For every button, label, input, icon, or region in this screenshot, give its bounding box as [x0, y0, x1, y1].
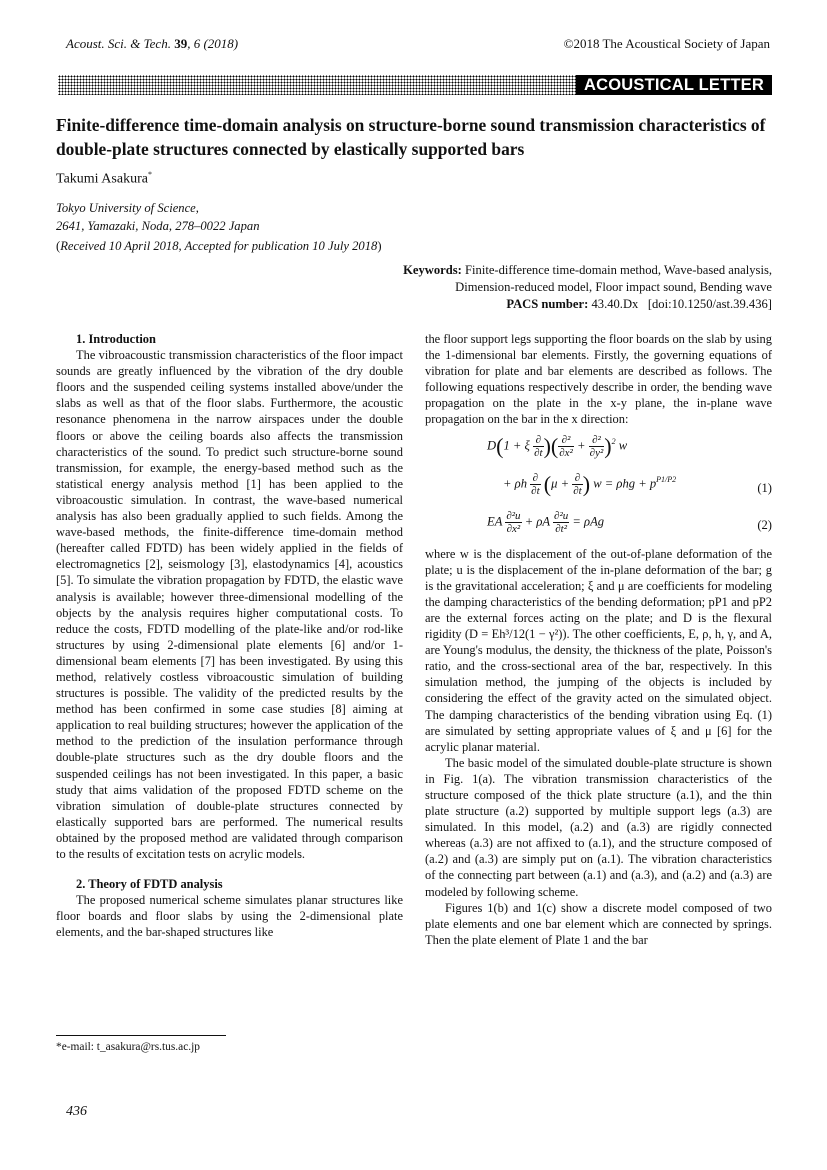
- section-1-paragraph: The vibroacoustic transmission characteristics of the floor impact sounds are greatly influenced by the vibration of the dry double floors and the suspended ceiling systems installed above/under the slabs as well as that of the floor slabs. Furthermore, the acoustic resonance phenomena in the narrow airspaces under the double floors or above the ceiling boards also affects the transmission characteristics of the sound. To predict such structure-borne sound transmission, for example, the energy-based method such as the statistical energy analysis method [1] has been applied to the vibroacoustic simulation. In contrast, the wave-based numerical analysis has also been gradually applied to such fields. Among the wave-based methods, the finite-difference time-domain method (hereafter called FDTD) has been widely applied in the fields of electromagnetics [2], seismology [3], elastodynamics [4], acoustics [5]. To simulate the vibration propagation by FDTD, the elastic wave analysis is available; however three-dimensional modelling of the objects by the analysis requires higher computational costs. To reduce the costs, FDTD modelling of the plate-like and/or rod-like structures by using 2-dimensional plate elements [6] and/or 1-dimensional beam elements [7] has been investigated. By using this method, relatively costless vibroacoustic simulation of building structures is possible. The validity of the predicted results by the method has been confirmed in some case studies [8] aiming at application to real building structures; however the application of the method to the prediction of the insulation performance through double-plate structures such as the dry double floors and the suspended ceilings has not been investigated. In this paper, a basic study that aims validation of the proposed FDTD scheme on the vibration simulation of double-plate structures connected by elastically supported bars are performed. The numerical results obtained by the proposed method are validated through comparison to the results of excitation tests on acrylic models.: [56, 348, 403, 861]
- section-2-paragraph: The proposed numerical scheme simulates planar structures like floor boards and floor slabs by using the 2-dimensional plate elements, and the bar-shaped structures like: [56, 893, 403, 940]
- affiliation-line-1: Tokyo University of Science,: [56, 201, 199, 215]
- keywords-line-2: Dimension-reduced model, Floor impact sound, Bending wave: [455, 280, 772, 294]
- left-column: [56, 331, 403, 940]
- author-name: Takumi Asakura: [56, 171, 148, 187]
- received-text: Received 10 April 2018, Accepted for publication 10 July 2018: [60, 239, 378, 253]
- author-line: [56, 170, 152, 188]
- article-type-banner: [58, 75, 772, 95]
- affiliation-line-2: 2641, Yamazaki, Noda, 278–0022 Japan: [56, 219, 260, 233]
- equation-2: [425, 508, 772, 542]
- journal-citation: [66, 36, 238, 52]
- right-paragraph-3: The basic model of the simulated double-plate structure is shown in Fig. 1(a). The vibration transmission characteristics of the structure composed of the thick plate structure (a.1), and the thin plate structure (a.2) supported by multiple support legs (a.3) are simulated. In this model, (a.2) and (a.3) are rigidly connected whereas (a.3) are not affixed to (a.1), and the structure composed of (a.2) and (a.3) are simply put on (a.1). The vibration characteristics of the connecting part between (a.1) and (a.3), and (a.2) and (a.3) are modeled by following scheme.: [425, 755, 772, 899]
- article-type-label: ACOUSTICAL LETTER: [576, 75, 772, 95]
- pacs-label: PACS number:: [506, 297, 589, 311]
- keywords-label: Keywords:: [403, 263, 462, 277]
- right-column: [425, 331, 772, 948]
- footnote-divider: [56, 1035, 226, 1036]
- section-2-heading: 2. Theory of FDTD analysis: [76, 877, 223, 892]
- section-1-heading: 1. Introduction: [76, 332, 156, 346]
- journal-name: Acoust. Sci. & Tech.: [66, 36, 171, 51]
- equation-1-line-2: + ρh $\frac{\partial}{\partial t}$ (μ + $\frac{\partial}{\partial t}$ ) $w = \rho hg + p^{P1/P2}$: [503, 471, 677, 497]
- pacs-value: 43.40.Dx: [591, 297, 639, 311]
- journal-issue-year: , 6 (2018): [187, 36, 239, 51]
- doi: [doi:10.1250/ast.39.436]: [647, 297, 772, 311]
- affiliation: [56, 199, 260, 235]
- keywords-line-1: Finite-difference time-domain method, Wave-based analysis,: [465, 263, 772, 277]
- copyright-notice: ©2018 The Acoustical Society of Japan: [563, 36, 770, 51]
- equation-1-line-1: D(1 + ξ $\frac{\partial}{\partial t}$ )( $\frac{\text{∂²}}{\text{∂x²}}$ + $\frac{\text{∂²}}{\text{∂y²}}$ )$^2$ w: [487, 433, 628, 459]
- received-dates: (Received 10 April 2018, Accepted for publication 10 July 2018): [56, 239, 382, 253]
- right-paragraph-4: Figures 1(b) and 1(c) show a discrete model composed of two plate elements and one bar element which are connected by springs. Then the plate element of Plate 1 and the bar: [425, 900, 772, 947]
- right-paragraph-2: where w is the displacement of the out-of-plane deformation of the plate; u is the displacement of the in-plane deformation of the bar; g is the gravitational acceleration; ξ and μ are coefficients for modeling the damping characteristics of the bending deformation; pP1 and pP2 are the external forces acting on the plate; and D is the flexural rigidity (D = Eh³/12(1 − γ²)). The other coefficients, E, ρ, h, γ, and A, are Young's modulus, the density, the thickness of the plate, Poisson's ratio, and the cross-sectional area of the bar, respectively. In this simulation method, the jumping of the objects is included by considering the effect of the gravity acted on the simulated object. The damping characteristics of the bending vibration using Eq. (1) are simulated by setting appropriate values of ξ and μ [6] for the acrylic planar material.: [425, 546, 772, 754]
- journal-volume: 39: [174, 36, 188, 51]
- page-number: 436: [66, 1104, 87, 1119]
- right-paragraph-1: the floor support legs supporting the floor boards on the slab by using the 1-dimensional bar elements. Firstly, the governing equations of vibration for plate and bar elements are described as follows. The following equations respectively describe in order, the bending wave propagation on the plate in the x-y plane, the in-plane wave propagation on the bar in the x direction:: [425, 332, 772, 427]
- author-footnote-mark: *: [147, 170, 152, 179]
- footnote-email: *e-mail: t_asakura@rs.tus.ac.jp: [56, 1041, 200, 1053]
- equation-2-body: EA $\frac{\text{∂²u}}{\text{∂x²}}$ + ρA $\frac{\text{∂²u}}{\text{∂t²}}$ = ρAg: [487, 509, 605, 535]
- equation-2-number: (2): [757, 517, 772, 532]
- keywords-block: [252, 262, 772, 313]
- equation-1-number: (1): [757, 480, 772, 495]
- equation-1: [425, 432, 772, 504]
- paper-title: Finite-difference time-domain analysis on structure-borne sound transmission characteristics of double-plate structures connected by elastically supported bars: [56, 115, 766, 159]
